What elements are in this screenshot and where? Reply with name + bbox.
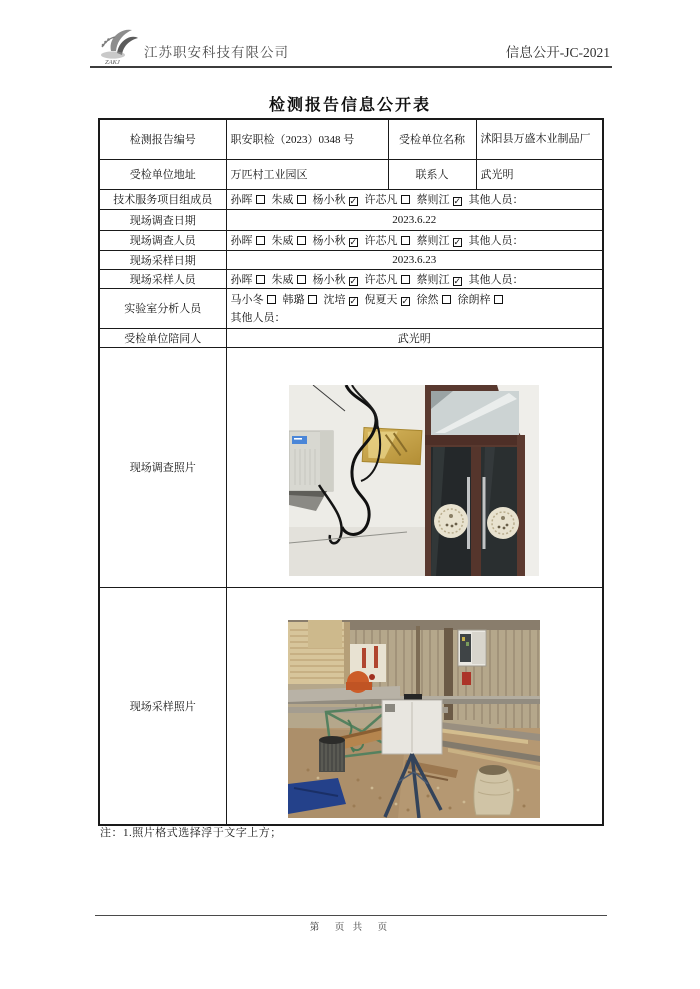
unit-address-label: 受检单位地址 [99, 159, 226, 189]
report-no-label: 检测报告编号 [99, 119, 226, 159]
footer-divider [95, 915, 607, 916]
unit-name-label: 受检单位名称 [388, 119, 476, 159]
unit-name-value: 沭阳县万盛木业制品厂 [476, 119, 603, 159]
sampling-staff-members [226, 269, 603, 288]
checkbox-unchecked-icon [494, 295, 503, 304]
checkbox-checked-icon: ✓ [401, 297, 410, 307]
checkbox-unchecked-icon [256, 236, 265, 245]
sampling-date-label: 现场采样日期 [99, 250, 226, 269]
member-name: 杨小秋 ✓ [312, 273, 358, 287]
unit-address-value: 万匹村工业园区 [226, 159, 388, 189]
member-name: 许芯凡 [365, 235, 410, 247]
table-row [99, 288, 603, 328]
page-number-text: 第 页 共 页 [309, 923, 391, 933]
member-name: 朱威 [272, 235, 306, 247]
sampling-date-value: 2023.6.23 [226, 250, 603, 269]
team-members [226, 189, 603, 209]
member-name: 许芯凡 [365, 274, 410, 286]
checkbox-checked-icon: ✓ [349, 197, 358, 207]
table-row [99, 119, 603, 159]
member-name: 杨小秋 ✓ [312, 235, 358, 248]
checkbox-checked-icon: ✓ [453, 276, 462, 287]
survey-staff-members [226, 230, 603, 250]
member-name: 沈培 ✓ [323, 294, 358, 307]
company-logo-icon [96, 24, 144, 66]
contact-value: 武光明 [476, 159, 603, 189]
table-row [99, 159, 603, 189]
table-row [99, 189, 603, 209]
escort-label: 受检单位陪同人 [99, 328, 226, 347]
member-name: 孙晖 [231, 235, 265, 247]
company-logo [96, 24, 144, 66]
checkbox-unchecked-icon [256, 275, 265, 284]
checkbox-unchecked-icon [297, 236, 306, 245]
sampling-photo-label: 现场采样照片 [99, 587, 226, 825]
checkbox-unchecked-icon [401, 195, 410, 204]
member-name: 朱威 [272, 274, 306, 286]
table-row [99, 328, 603, 347]
escort-value: 武光明 [226, 328, 603, 347]
sampling-staff-label: 现场采样人员 [99, 269, 226, 288]
checkbox-unchecked-icon [256, 195, 265, 204]
other-label: 其他人员： [230, 312, 286, 324]
table-row [99, 250, 603, 269]
report-table [98, 118, 604, 826]
member-name: 蔡则江 ✓ [416, 273, 462, 287]
checkbox-unchecked-icon [308, 295, 317, 304]
sampling-photo-cell [226, 587, 603, 825]
table-row [99, 347, 603, 587]
survey-date-label: 现场调查日期 [99, 209, 226, 230]
checkbox-unchecked-icon [267, 295, 276, 304]
member-name: 杨小秋 ✓ [312, 194, 358, 207]
sampling-photo-image [288, 620, 540, 818]
document-header [90, 24, 612, 68]
other-label: 其他人员： [468, 273, 524, 286]
survey-photo-cell [226, 347, 603, 587]
other-label: 其他人员： [468, 194, 524, 206]
checkbox-checked-icon: ✓ [349, 276, 358, 287]
table-row [99, 230, 603, 250]
company-name: 江苏职安科技有限公司 [144, 45, 289, 60]
member-name: 蔡则江 ✓ [416, 194, 462, 207]
member-name: 徐然 [417, 294, 451, 306]
survey-photo-image [289, 385, 539, 576]
table-row [99, 209, 603, 230]
survey-photo-label: 现场调查照片 [99, 347, 226, 587]
team-label: 技术服务项目组成员 [99, 189, 226, 209]
other-label: 其他人员： [468, 235, 524, 247]
member-name: 倪夏天 ✓ [364, 294, 410, 307]
checkbox-unchecked-icon [297, 275, 306, 284]
member-name: 孙晖 [231, 274, 265, 286]
member-name: 孙晖 [231, 194, 265, 206]
table-row [99, 587, 603, 825]
table-row [99, 269, 603, 288]
report-no-value: 职安职检（2023）0348 号 [226, 119, 388, 159]
checkbox-checked-icon: ✓ [453, 197, 462, 207]
survey-staff-label: 现场调查人员 [99, 230, 226, 250]
member-name: 韩璐 [283, 294, 317, 306]
member-name: 徐朗梓 [458, 294, 503, 306]
member-name: 许芯凡 [365, 194, 410, 206]
member-name: 马小冬 [231, 294, 276, 306]
member-name: 朱威 [272, 194, 306, 206]
checkbox-unchecked-icon [401, 236, 410, 245]
survey-date-value: 2023.6.22 [226, 209, 603, 230]
photo-format-note: 注：1.照片格式选择浮于文字上方； [100, 827, 282, 839]
checkbox-checked-icon: ✓ [349, 297, 358, 307]
checkbox-checked-icon: ✓ [453, 238, 462, 248]
checkbox-unchecked-icon [297, 195, 306, 204]
lab-staff-members [226, 288, 603, 328]
logo-text: ZAKJ [105, 59, 120, 66]
checkbox-checked-icon: ✓ [349, 238, 358, 248]
doc-code: 信息公开-JC-2021 [505, 45, 610, 60]
lab-staff-label: 实验室分析人员 [99, 288, 226, 328]
member-name: 蔡则江 ✓ [416, 235, 462, 248]
checkbox-unchecked-icon [442, 295, 451, 304]
checkbox-unchecked-icon [401, 275, 410, 284]
page-title: 检测报告信息公开表 [268, 97, 431, 114]
contact-label: 联系人 [388, 159, 476, 189]
